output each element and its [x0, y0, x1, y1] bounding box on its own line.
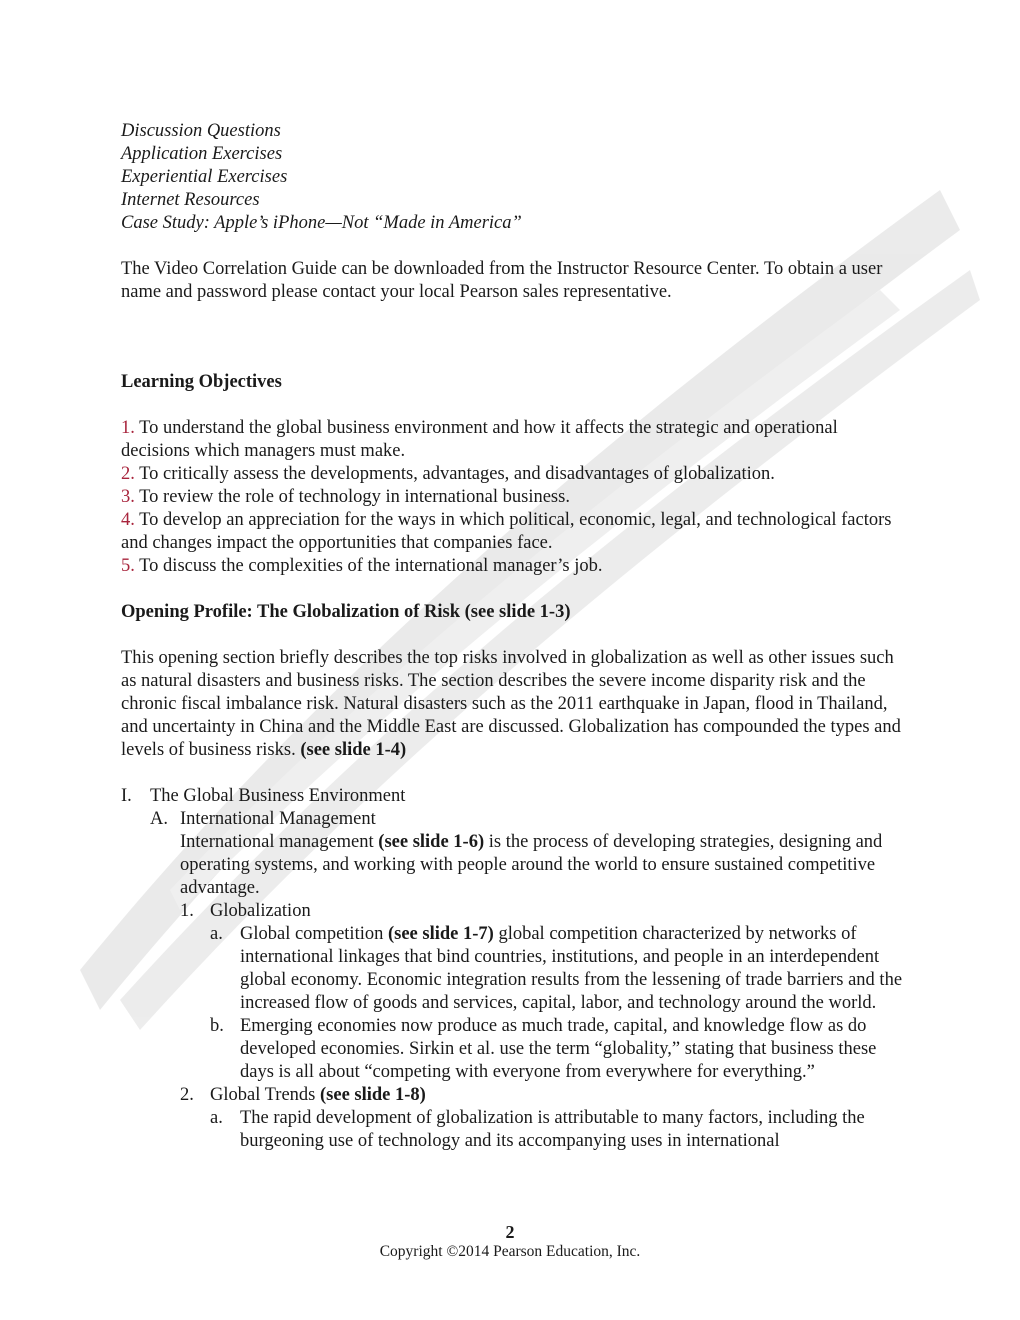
- outline-text: Emerging economies now produce as much trade, capital, and knowledge flow as do developed economies. Sirkin et al. use the term “globality,” stating that business these days is all about “competing with everyone from everywhere for everything.”: [240, 1016, 877, 1082]
- learning-objectives-list: [121, 417, 911, 578]
- definition-term: International management: [180, 832, 374, 852]
- objective-text: To develop an appreciation for the ways in which political, economic, legal, and technological factors and changes impact the opportunities that companies face.: [121, 510, 892, 553]
- outline-term: Global competition: [240, 924, 384, 944]
- outline-text: The rapid development of globalization is attributable to many factors, including the burgeoning use of technology and its accompanying uses in international: [240, 1108, 865, 1151]
- objective-text: To discuss the complexities of the international manager’s job.: [139, 556, 603, 576]
- slide-reference: (see slide 1-8): [320, 1085, 426, 1105]
- page-number: 2: [505, 1222, 515, 1242]
- opening-profile-heading: Opening Profile: The Globalization of Risk (see slide 1-3): [121, 602, 571, 622]
- outline-item-1b: [121, 1015, 911, 1084]
- outline-title: International Management: [180, 809, 376, 829]
- objective-number: 3.: [121, 487, 135, 507]
- objective-item: [121, 555, 911, 578]
- outline-label: A.: [150, 809, 168, 829]
- video-correlation-note: The Video Correlation Guide can be downloaded from the Instructor Resource Center. To obtain a user name and password please contact your local Pearson sales representative.: [121, 259, 883, 302]
- resource-item: Discussion Questions: [121, 121, 281, 141]
- objective-number: 4.: [121, 510, 135, 530]
- definition-text: is the process of developing strategies, designing and operating systems, and working with people around the world to ensure sustained competitive advantage.: [180, 832, 883, 898]
- outline-item-2: [121, 1084, 911, 1107]
- outline-label: b.: [210, 1016, 224, 1036]
- resource-item: Case Study: Apple’s iPhone—Not “Made in America”: [121, 213, 522, 233]
- resource-item: Application Exercises: [121, 144, 283, 164]
- opening-profile-text: This opening section briefly describes the top risks involved in globalization as well as other issues such as natural disasters and business risks. The section describes the severe income disparity risk and the chronic fiscal imbalance risk. Natural disasters such as the 2011 earthquake in Japan, flood in Thailand, and uncertainty in China and the Middle East are discussed. Globalization has compounded the types and levels of business risks.: [121, 648, 901, 760]
- page-content: [121, 120, 911, 1153]
- copyright-notice: Copyright ©2014 Pearson Education, Inc.: [379, 1243, 641, 1260]
- objective-item: [121, 509, 911, 555]
- outline-label: I.: [121, 786, 132, 806]
- objective-number: 1.: [121, 418, 135, 438]
- objective-item: [121, 417, 911, 463]
- international-management-definition: [121, 831, 911, 900]
- page-footer: [0, 1222, 1020, 1262]
- outline-item-1a: [121, 923, 911, 1015]
- objective-item: [121, 463, 911, 486]
- outline-title: The Global Business Environment: [150, 786, 406, 806]
- slide-reference: (see slide 1-7): [387, 924, 494, 944]
- slide-reference: (see slide 1-4): [300, 740, 407, 760]
- slide-reference: (see slide 1-6): [378, 832, 485, 852]
- outline-body: global competition characterized by networks of international linkages that bind countries, institutions, and people in an interdependent global economy. Economic integration results from the lessening of trade barriers and the increased flow of goods and services, capital, labor, and technology around the world.: [240, 924, 903, 1013]
- resources-list: [121, 120, 911, 235]
- outline-item-i: [121, 785, 911, 808]
- resource-item: Experiential Exercises: [121, 167, 288, 187]
- outline-text: [240, 923, 911, 1015]
- objective-text: To review the role of technology in international business.: [139, 487, 570, 507]
- outline-label: a.: [210, 1108, 223, 1128]
- objective-number: 5.: [121, 556, 135, 576]
- outline-title: Globalization: [210, 901, 311, 921]
- objective-text: To understand the global business environment and how it affects the strategic and operational decisions which managers must make.: [121, 418, 838, 461]
- outline-item-2a: [121, 1107, 911, 1153]
- outline-label: 2.: [180, 1085, 194, 1105]
- outline-label: a.: [210, 924, 223, 944]
- outline-title: Global Trends: [210, 1085, 316, 1105]
- outline-item-1: [121, 900, 911, 923]
- outline-item-a: [121, 808, 911, 831]
- outline-title-wrap: [210, 1084, 426, 1107]
- opening-profile-body: [121, 647, 911, 762]
- objective-item: [121, 486, 911, 509]
- objective-text: To critically assess the developments, advantages, and disadvantages of globalization.: [139, 464, 775, 484]
- objective-number: 2.: [121, 464, 135, 484]
- learning-objectives-heading: Learning Objectives: [121, 372, 282, 392]
- outline-label: 1.: [180, 901, 194, 921]
- resource-item: Internet Resources: [121, 190, 260, 210]
